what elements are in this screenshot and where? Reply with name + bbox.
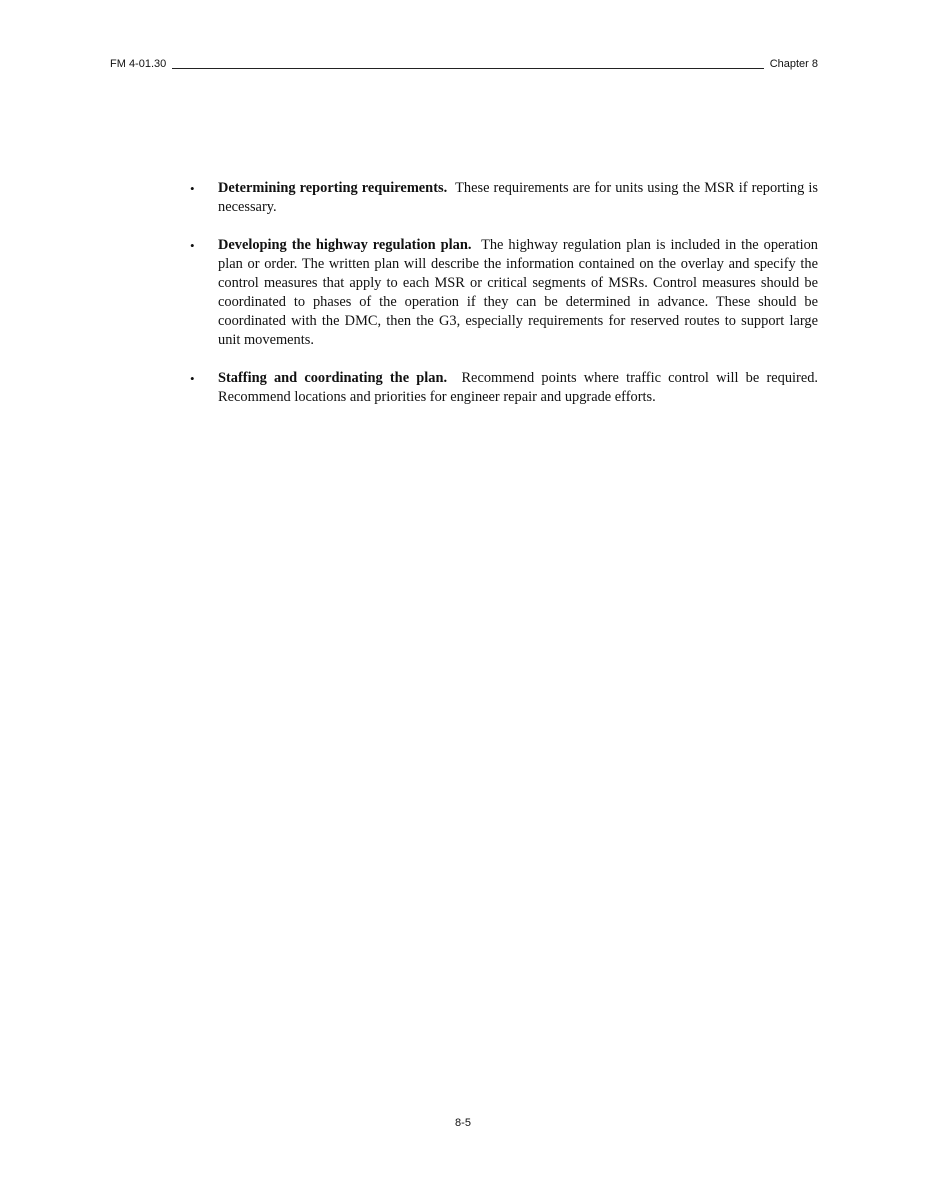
header-rule <box>172 68 763 69</box>
document-id: FM 4-01.30 <box>110 58 167 70</box>
list-item <box>188 369 818 407</box>
item-text: Recommend points where traffic control will be required. Recommend locations and priorities for engineer repair and upgrade efforts. <box>218 370 818 405</box>
page-number: 8-5 <box>455 1117 471 1129</box>
running-header <box>110 54 818 70</box>
item-lead: Staffing and coordinating the plan. <box>218 370 448 386</box>
item-lead: Determining reporting requirements. <box>218 180 448 196</box>
item-text: These requirements are for units using the MSR if reporting is necessary. <box>218 180 818 215</box>
item-lead: Developing the highway regulation plan. <box>218 237 472 253</box>
bullet-icon: • <box>190 181 195 196</box>
list-item <box>188 179 818 217</box>
bullet-icon: • <box>190 238 195 253</box>
list-item <box>188 236 818 350</box>
bullet-icon: • <box>190 371 195 386</box>
bullet-list <box>188 179 818 426</box>
item-text: The highway regulation plan is included in the operation plan or order. The written plan will describe the information contained on the overlay and specify the control measures that apply to each MSR or critical segments of MSRs. Control measures should be coordinated to phases of the operation if they can be determined in advance. These should be coordinated with the DMC, then the G3, especially requirements for reserved routes to support large unit movements. <box>218 237 818 348</box>
chapter-label: Chapter 8 <box>769 58 818 70</box>
